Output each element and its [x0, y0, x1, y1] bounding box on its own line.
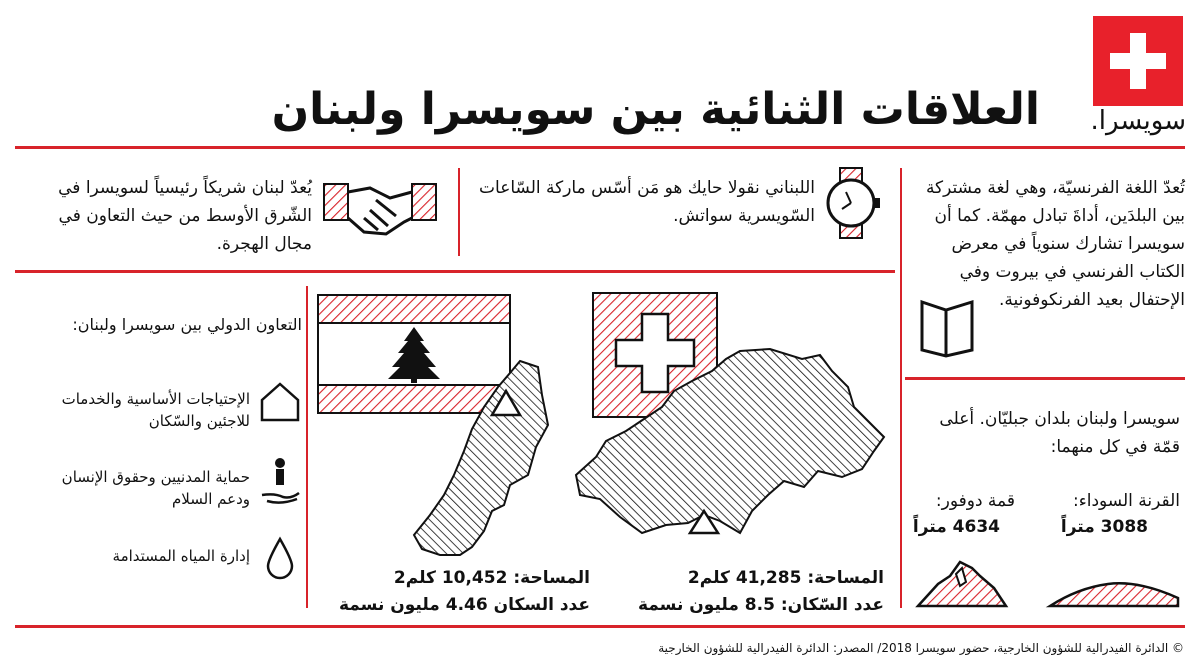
mountain-dufour-icon	[916, 556, 1008, 608]
switzerland-area: المساحة: 41,285 كلم2	[687, 568, 884, 588]
footer-credit: © الدائرة الفيدرالية للشؤون الخارجية، حضور سويسرا 2018/ المصدر: الدائرة الفيدرالية للشؤون الخارجية	[658, 641, 1184, 655]
peak-name-dufour: قمة دوفور:	[935, 491, 1015, 511]
book-icon	[918, 292, 976, 356]
swiss-cross-icon	[1093, 16, 1183, 106]
cooperation-item-basic-needs: الإحتياجات الأساسية والخدمات للاجئين والسّكان	[61, 390, 250, 430]
mountains-intro: سويسرا ولبنان بلدان جبليّان. أعلى قمّة في كل منهما:	[939, 409, 1180, 457]
mountain-qurnat-icon	[1048, 574, 1180, 608]
row-divider	[15, 270, 895, 273]
peak-height-dufour: 4634 متراً	[912, 517, 1000, 537]
switzerland-map	[570, 345, 890, 545]
cooperation-heading: التعاون الدولي بين سويسرا ولبنان:	[72, 315, 302, 334]
column-divider-right	[900, 168, 902, 608]
brand-name: سويسرا.	[1090, 106, 1186, 136]
swiss-flag-logo	[1093, 16, 1183, 106]
column-divider-mid-top	[458, 168, 460, 256]
cooperation-item-civilians: حماية المدنيين وحقوق الإنسان ودعم السلام	[61, 468, 250, 508]
handshake-icon	[320, 180, 440, 240]
person-hand-icon	[259, 457, 301, 507]
switzerland-population: عدد السّكان: 8.5 مليون نسمة	[637, 595, 884, 615]
peak-height-qurnat: 3088 متراً	[1060, 517, 1148, 537]
peak-name-qurnat: القرنة السوداء:	[1073, 491, 1180, 511]
water-drop-icon	[262, 536, 298, 580]
house-icon	[259, 380, 301, 424]
footer-divider	[15, 625, 1185, 628]
cooperation-item-water: إدارة المياه المستدامة	[112, 547, 250, 565]
right-column-divider	[905, 377, 1185, 380]
watch-icon	[826, 168, 886, 240]
lebanon-map	[400, 355, 565, 565]
watch-text: اللبناني نقولا حايك هو مَن أسّس ماركة السّاعات السّويسرية سواتش.	[479, 178, 815, 226]
header-divider	[15, 146, 1185, 149]
lebanon-area: المساحة: 10,452 كلم2	[393, 568, 590, 588]
lebanon-population: عدد السكان 4.46 مليون نسمة	[338, 595, 590, 615]
column-divider-left	[306, 286, 308, 608]
page-title: العلاقات الثنائية بين سويسرا ولبنان	[271, 84, 1040, 135]
language-text: تُعدّ اللغة الفرنسيّة، وهي لغة مشتركة بين البلدَين، أداةَ تبادل مهمّة. كما أن سويسرا تشارك سنوياً في معرض الكتاب الفرنسي في بيروت وفي الإحتفال بعيد الفرنكوفونية.	[925, 178, 1185, 310]
partner-text: يُعدّ لبنان شريكاً رئيسياً لسويسرا في الشّرق الأوسط من حيث التعاون في مجال الهجرة.	[58, 178, 312, 254]
